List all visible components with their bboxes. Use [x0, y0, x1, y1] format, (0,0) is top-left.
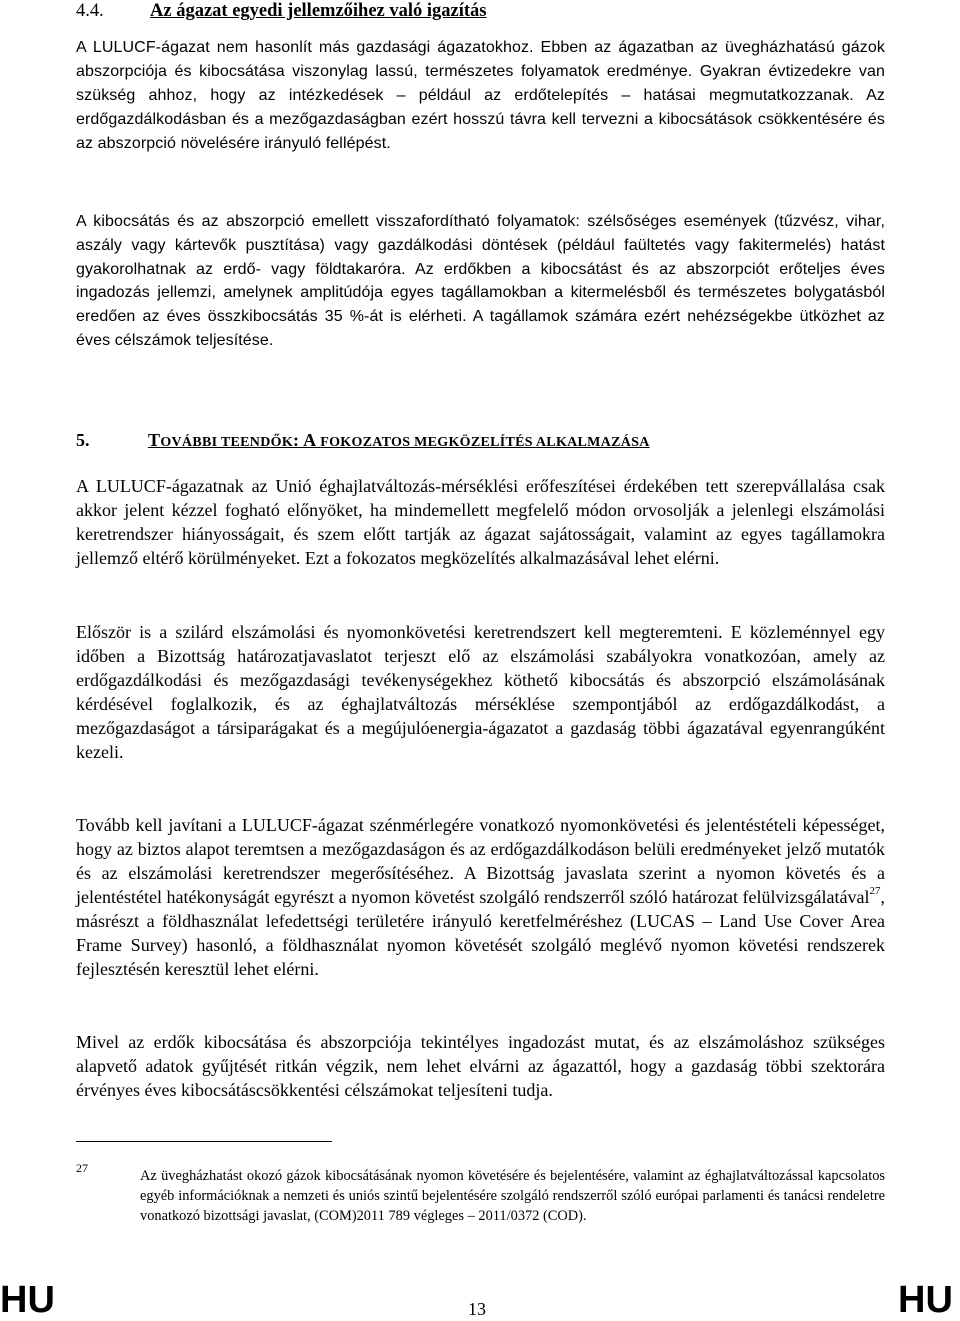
footnote-divider	[76, 1141, 332, 1142]
paragraph	[76, 813, 885, 981]
section-number: 5.	[76, 430, 90, 450]
section-number: 4.4.	[76, 1, 104, 21]
title-part: FOKOZATOS MEGKÖZELÍTÉS ALKALMAZÁSA	[320, 435, 650, 450]
language-code-left: HU	[0, 1279, 55, 1321]
paragraph: A LULUCF-ágazat nem hasonlít más gazdasági ágazatokhoz. Ebben az ágazatban az üvegházhatású gázok abszorpciója és kibocsátása viszonylag lassú, természetes folyamatok eredménye. Gyakran évtizedekre van szükség ahhoz, hogy az intézkedések – például az erdőtelepítés – hatásai megmutatkozzanak. Az erdőgazdálkodásban és a mezőgazdaságban ezért hosszú távra kell tervezni a kibocsátások csökkentésére és az abszorpció növelésére irányuló fellépést.	[76, 39, 885, 152]
page-number: 13	[468, 1299, 486, 1319]
section-title	[148, 430, 650, 450]
footnote-text: Az üvegházhatást okozó gázok kibocsátásának nyomon követésére és bejelentésére, valamint az éghajlatváltozással kapcsolatos egyéb információknak a nemzeti és uniós szintű bejelentésére szolgáló rendszerről szóló európai parlamenti és tanácsi rendeletre vonatkozó bizottsági javaslat, (COM)2011 789 végleges – 2011/0372 (COD).	[140, 1168, 885, 1224]
footnote-number: 27	[76, 1161, 88, 1175]
section-heading-5	[76, 428, 650, 455]
title-part: OVÁBBI TEENDŐK	[160, 435, 294, 450]
section-title: Az ágazat egyedi jellemzőihez való igazítás	[150, 1, 487, 21]
paragraph: Először is a szilárd elszámolási és nyomonkövetési keretrendszert kell megteremteni. E közleménnyel egy időben a Bizottság határozatjavaslatot terjeszt elő az elszámolási szabályokra vonatkozóan, amely az erdőgazdálkodási és mezőgazdasági tevékenységekhez köthető kibocsátás és abszorpció elszámolásának kérdésével foglalkozik, és az éghajlatváltozás mérséklése szempontjából az erdőgazdálkodást, a mezőgazdaságot a társiparágakat és a megújulóenergia-ágazatot a gazdaság többi ágazatával egyenrangúként kezeli.	[76, 622, 885, 762]
paragraph-text: , másrészt a földhasználat lefedettségi területére irányuló keretfelméréshez (LUCAS – Land Use Cover Area Frame Survey) hasonló, a földhasználat nyomon követését szolgáló meglévő nyomon követési rendszerek fejlesztésén keresztül lehet elérni.	[76, 887, 885, 979]
language-code-right: HU	[898, 1279, 953, 1321]
title-part: : A	[293, 430, 321, 450]
title-part: T	[148, 430, 161, 450]
paragraph-text: Tovább kell javítani a LULUCF-ágazat szénmérlegére vonatkozó nyomonkövetési és jelentéstételi képességet, hogy az biztos alapot teremtsen a mezőgazdaságon és az erdőgazdálkodáson belüli eredményeket jelző mutatók és az elszámolási keretrendszer megerősítéséhez. A Bizottság javaslata szerint a nyomon követés és a jelentéstétel hatékonyságát egyrészt a nyomon követést szolgáló rendszerről szóló határozat felülvizsgálatával	[76, 815, 885, 907]
paragraph: Mivel az erdők kibocsátása és abszorpciója tekintélyes ingadozást mutat, és az elszámoláshoz szükséges alapvető adatok gyűjtését ritkán végzik, nem lehet elvárni az ágazattól, hogy a gazdaság többi szektorára érvényes éves kibocsátáscsökkentési célszámokat teljesíteni tudja.	[76, 1032, 885, 1100]
footnote-reference: 27	[869, 885, 881, 897]
paragraph: A LULUCF-ágazatnak az Unió éghajlatváltozás-mérséklési erőfeszítései érdekében tett szerepvállalása csak akkor jelent kézzel fogható előnyöket, ha mindemellett megfelelő módon orvosolják a jelenlegi elszámolási keretrendszer hiányosságait, és szem előtt tartják az ágazat sajátosságait, valamint az egyes tagállamokra jellemző eltérő körülményeket. Ezt a fokozatos megközelítés alkalmazásával lehet elérni.	[76, 476, 885, 568]
section-heading-4-4	[76, 0, 896, 22]
paragraph: A kibocsátás és az abszorpció emellett visszafordítható folyamatok: szélsőséges események (tűzvész, vihar, aszály vagy kártevők pusztítása) vagy gazdálkodási döntések (például faültetés vagy fakitermelés) hatást gyakorolhatnak az erdő- vagy földtakaróra. Az erdőkben a kibocsátást és az abszorpciót erőteljes éves ingadozás jellemzi, amelynek amplitúdója egyes tagállamokban a kitermelésből és természetes bolygatásból eredően az éves összkibocsátás 35 %-át is elérheti. A tagállamok számára ezért nehézségekbe ütközhet az éves célszámok teljesítése.	[76, 213, 885, 349]
